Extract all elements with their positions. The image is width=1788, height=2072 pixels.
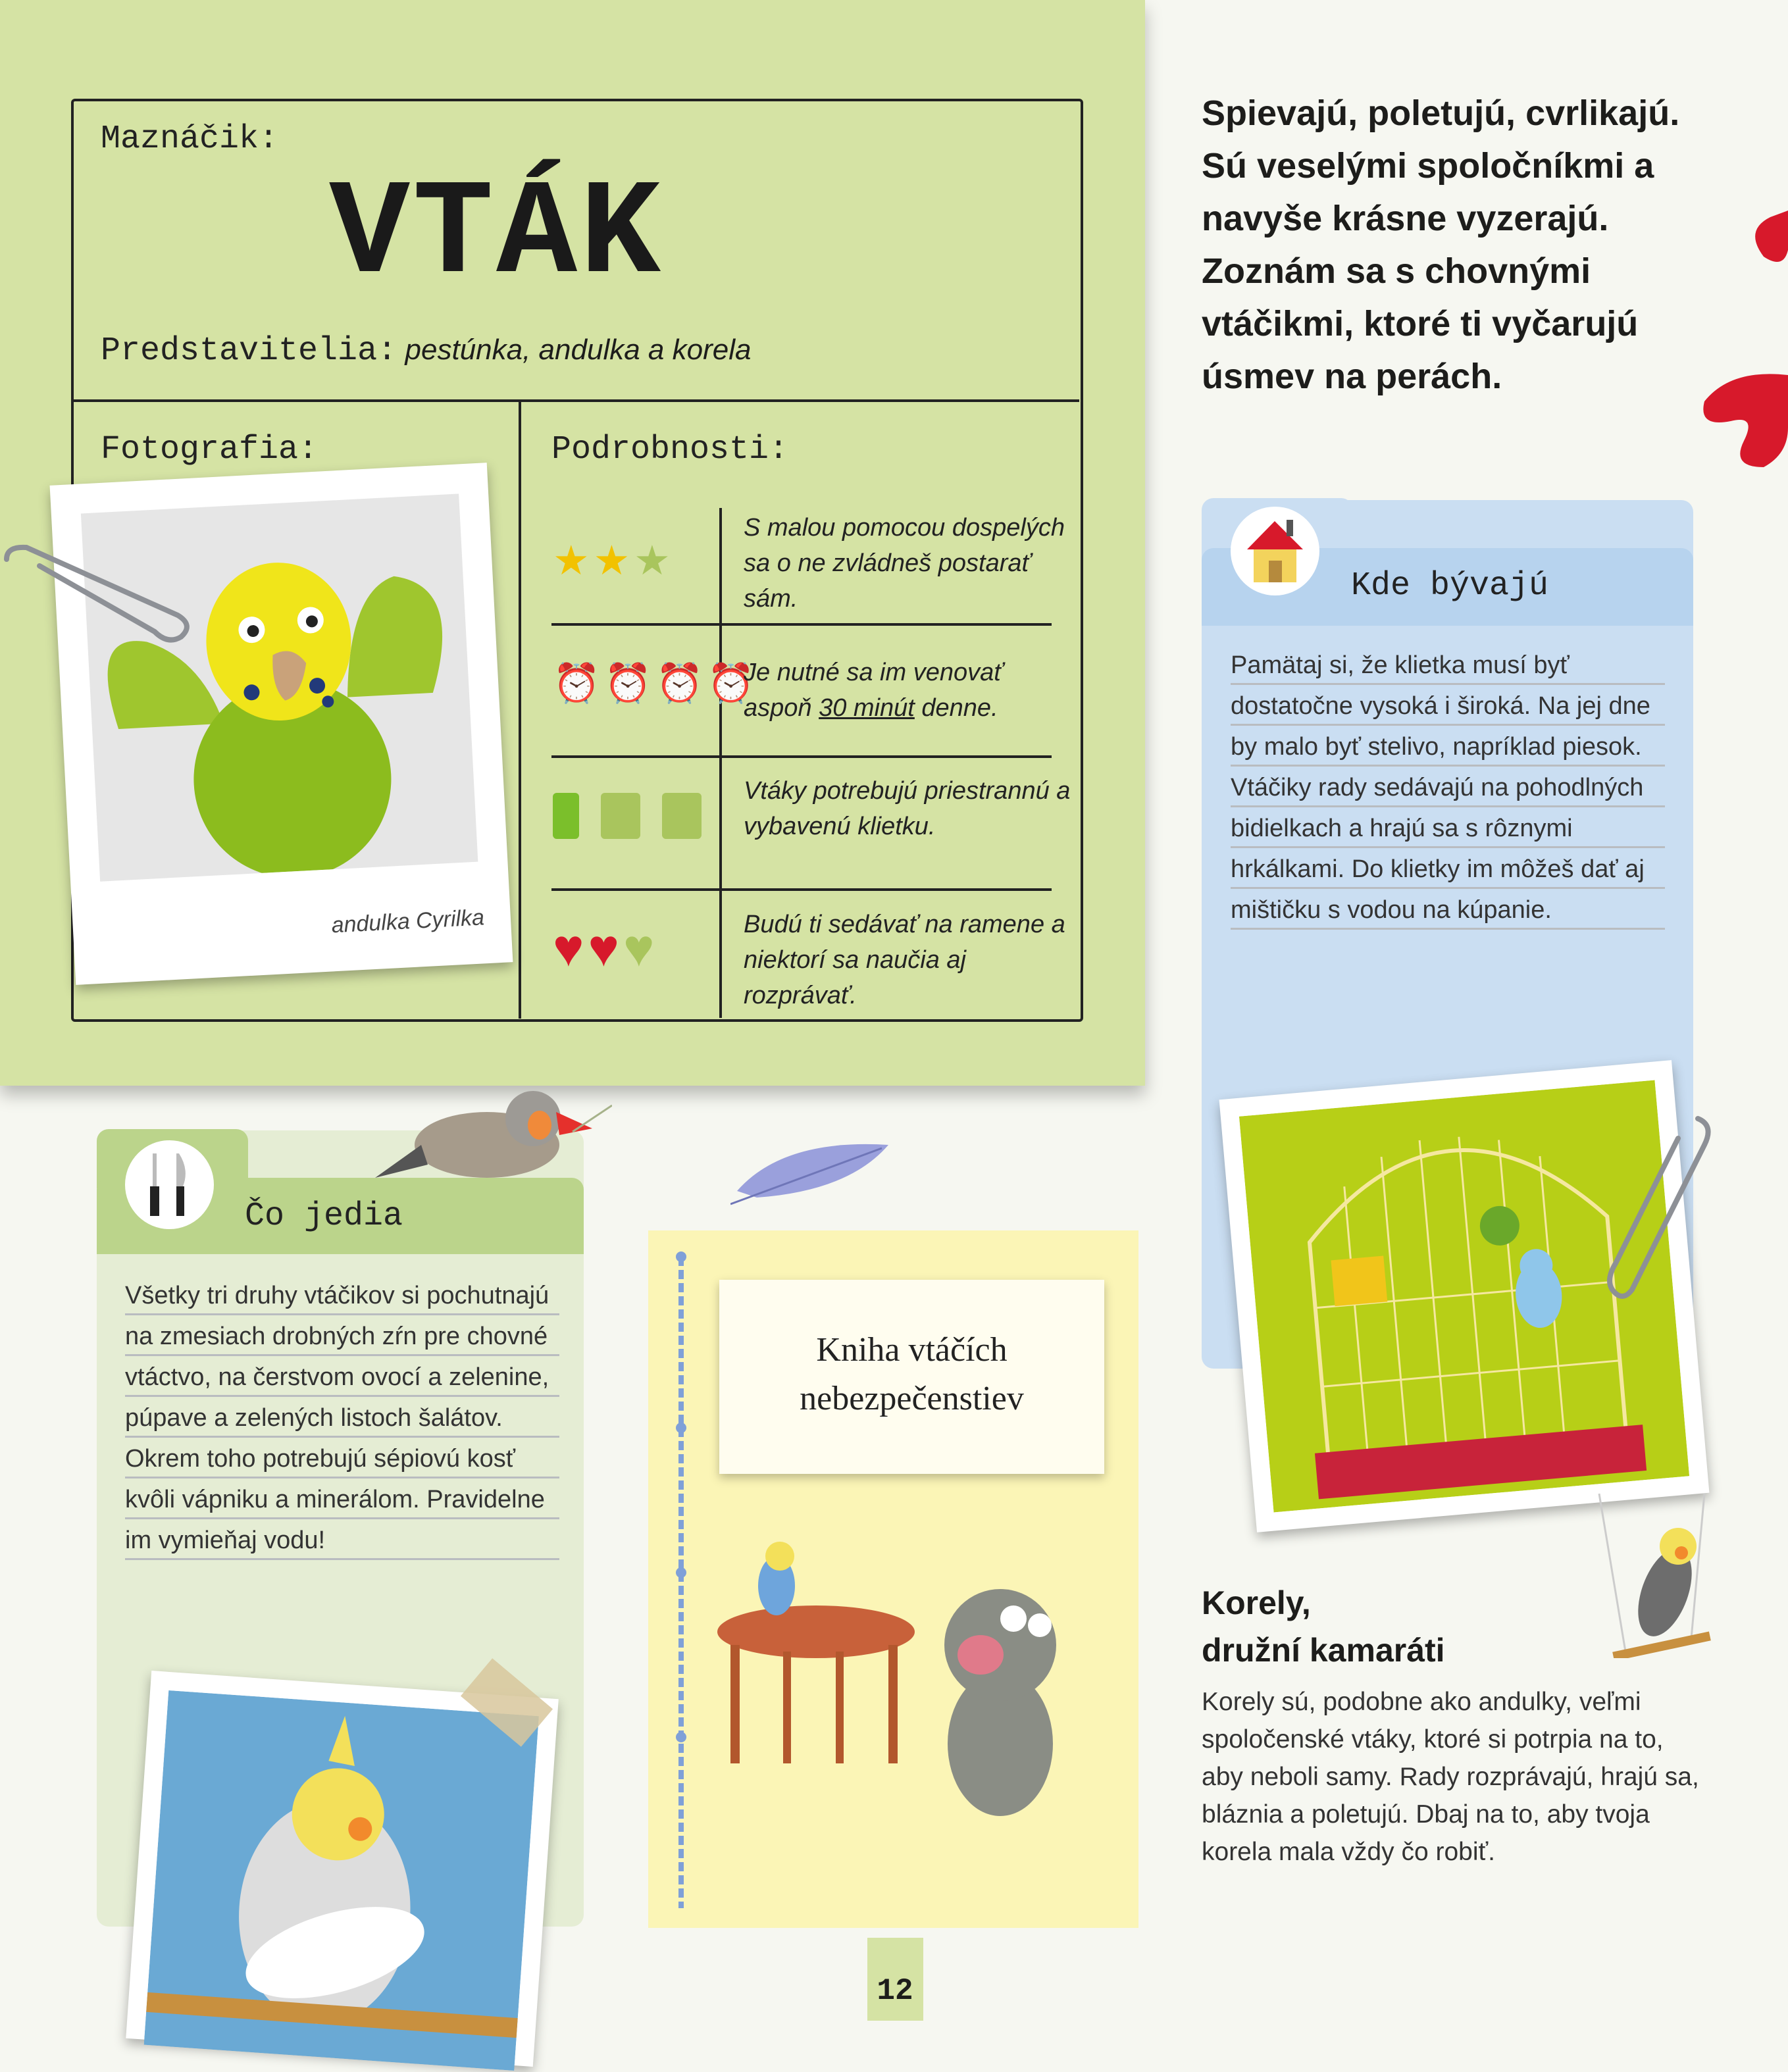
korely-text: Korely sú, podobne ako andulky, veľmi spoločenské vtáky, ktoré si potrpia na to, aby neboli samy. Rady rozprávajú, hrajú sa, bláznia a poletujú. Dbaj na to, aby tvoja korela mala vždy čo robiť. — [1202, 1688, 1699, 1866]
detail-text-2 — [744, 655, 1073, 726]
korely-title-line1: Korely, — [1202, 1584, 1311, 1621]
page-title: VTÁK — [329, 159, 664, 312]
cockatiel-photo — [126, 1671, 559, 2067]
representatives-value: pestúnka, andulka a korela — [405, 334, 752, 366]
heart-icon: ♥♥♥ — [553, 919, 659, 977]
rope-decoration — [665, 1237, 698, 1921]
food-text: Všetky tri druhy vtáčikov si pochutnajú na zmesiach drobných zŕn pre chovné vtáctvo, na čerstvom ovocí a zelenine, púpave a zelených listoch šalátov. Okrem toho potrebujú sépiovú kosť kvôli vápniku a minerálom. Pravidelne im vymieňaj vodu! — [125, 1275, 559, 1561]
korely-heading — [1202, 1579, 1596, 1674]
feather-icon — [730, 1132, 895, 1211]
detail-text-2-before: Je nutné sa im venovať aspoň — [744, 659, 1003, 722]
pet-label: Maznáčik: — [101, 120, 279, 158]
alarm-clock-icon: ⏰⏰⏰⏰ — [553, 662, 759, 705]
red-splash-decoration — [1691, 204, 1788, 546]
book-title-line1: Kniha vtáčích — [816, 1331, 1008, 1369]
cage-supplies-icon — [553, 793, 702, 849]
divider — [72, 399, 1079, 402]
paperclip-icon — [1606, 1112, 1718, 1303]
cat-and-budgie-illustration — [704, 1540, 1099, 1849]
paperclip-icon — [0, 540, 197, 645]
detail-text-1: S malou pomocou dospelých sa o ne zvládneš postarať sám. — [744, 514, 1065, 613]
where-text: Pamätaj si, že klietka musí byť dostatočne vysoká i široká. Na jej dne by malo byť stelivo, napríklad piesok. Vtáčiky rady sedávajú na pohodlných bidielkach a hrajú sa s rôznymi hrkálkami. Do klietky im môžeš dať aj mištičku s vodou na kúpanie. — [1231, 645, 1665, 930]
book-title — [719, 1326, 1104, 1423]
details-label: Podrobnosti: — [551, 431, 789, 468]
divider — [551, 623, 1052, 626]
stars-icon: ★★★ — [553, 538, 675, 584]
divider — [519, 400, 521, 1019]
detail-text-3: Vtáky potrebujú priestrannú a vybavenú klietku. — [744, 777, 1071, 840]
divider — [551, 755, 1052, 758]
photo-caption: andulka Cyrilka — [330, 905, 485, 938]
cockatiel-illustration — [144, 1690, 539, 2071]
house-icon — [1231, 507, 1319, 595]
finch-illustration — [362, 1059, 612, 1198]
detail-text-2-after: denne. — [914, 694, 998, 722]
book-title-line2: nebezpečenstiev — [800, 1380, 1024, 1417]
intro-text: Spievajú, poletujú, cvrlikajú. Sú veselými spoločníkmi a navyše krásne vyzerajú. Zoznám sa s chovnými vtáčikmi, ktoré ti vyčarujú úsmev na perách. — [1202, 93, 1680, 396]
divider — [551, 888, 1052, 891]
detail-text-4: Budú ti sedávať na ramene a niektorí sa naučia aj rozprávať. — [744, 911, 1065, 1009]
detail-text-2-underlined: 30 minút — [819, 694, 915, 722]
where-title: Kde bývajú — [1351, 567, 1549, 605]
divider — [719, 508, 722, 1018]
representatives — [101, 332, 751, 370]
page-number: 12 — [877, 1974, 913, 2008]
cutlery-icon — [125, 1140, 214, 1229]
food-title: Čo jedia — [245, 1198, 403, 1235]
representatives-label: Predstavitelia: — [101, 332, 397, 370]
photo-label: Fotografia: — [101, 431, 319, 468]
korely-title-line2: družní kamaráti — [1202, 1632, 1445, 1669]
book-title-note — [719, 1280, 1104, 1474]
